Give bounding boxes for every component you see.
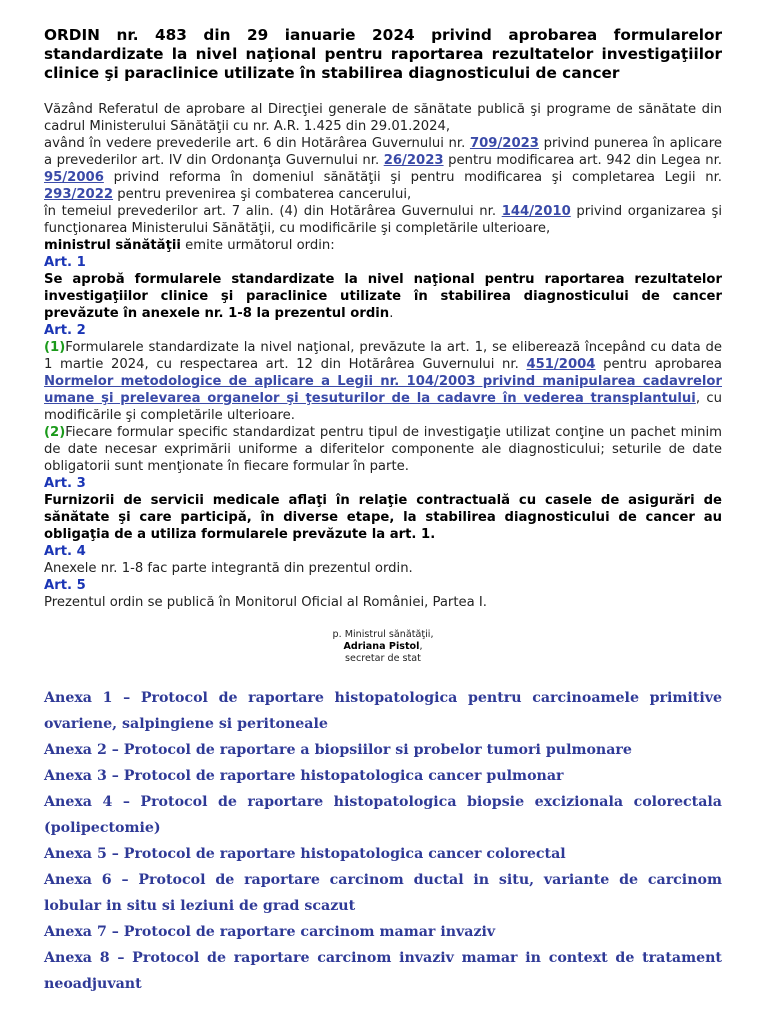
link-hg-451-2004[interactable]: 451/2004 — [526, 357, 596, 372]
text-fragment: Fiecare formular specific standardizat pentru tipul de investigaţie utilizat conţine un pachet minim de date necesar exprimării uniforme a diferitelor componente ale diagnosticului; seturile de date obligatorii sunt menţionate în fiecare formular în parte. — [44, 425, 722, 474]
article-1-heading: Art. 1 — [44, 255, 86, 270]
paragraph-number: (1) — [44, 340, 66, 355]
article-3-text: Furnizorii de servicii medicale aflaţi în relaţie contractuală cu casele de asigurări de sănătate şi care participă, în diverse etape, la stabilirea diagnosticului de cancer au obligaţia de a utiliza formularele prevăzute la art. 1. — [44, 493, 722, 542]
text-fragment: în temeiul prevederilor art. 7 alin. (4) din Hotărârea Guvernului nr. — [44, 204, 502, 219]
article-1-text — [44, 271, 722, 322]
annex-link-2[interactable]: Anexa 2 – Protocol de raportare a biopsiilor si probelor tumori pulmonare — [44, 742, 632, 758]
link-lege-293-2022[interactable]: 293/2022 — [44, 187, 114, 202]
annex-link-7[interactable]: Anexa 7 – Protocol de raportare carcinom mamar invaziv — [44, 924, 496, 940]
article-2-paragraph-2 — [44, 424, 722, 475]
article-2-heading: Art. 2 — [44, 323, 86, 338]
document-title: ORDIN nr. 483 din 29 ianuarie 2024 privind aprobarea formularelor standardizate la nivel naţional pentru raportarea rezultatelor investigaţiilor clinice şi paraclinice utilizate în stabilirea diagnosticului de cancer — [44, 26, 722, 82]
text-fragment: pentru modificarea art. 942 din Legea nr. — [443, 153, 722, 168]
preamble-temei — [44, 203, 722, 237]
emitent-label: ministrul sănătăţii — [44, 238, 181, 253]
article-2-paragraph-1 — [44, 339, 722, 424]
signature-block — [44, 629, 722, 665]
annex-link-5[interactable]: Anexa 5 – Protocol de raportare histopatologica cancer colorectal — [44, 846, 566, 862]
signatory-role: secretar de stat — [345, 653, 421, 664]
signature-line: p. Ministrul sănătăţii, — [332, 629, 434, 640]
preamble-referat: Văzând Referatul de aprobare al Direcţiei generale de sănătate publică şi programe de sănătate din cadrul Ministerului Sănătăţii cu nr. A.R. 1.425 din 29.01.2024, — [44, 102, 722, 134]
text-fragment: Formularele standardizate la nivel naţional, prevăzute la art. 1, se eliberează începând cu data de 1 martie 2024, cu respectarea art. 12 din Hotărârea Guvernului nr. — [44, 340, 722, 372]
link-hg-709-2023[interactable]: 709/2023 — [469, 136, 539, 151]
text-fragment: pentru aprobarea — [595, 357, 722, 372]
article-1-bold-text: Se aprobă formularele standardizate la nivel naţional pentru raportarea rezultatelor investigaţiilor clinice şi paraclinice utilizate în stabilirea diagnosticului de cancer prevăzute în anexele nr. 1-8 la prezentul ordin — [44, 272, 722, 321]
link-og-26-2023[interactable]: 26/2023 — [383, 153, 444, 168]
annex-link-8[interactable]: Anexa 8 – Protocol de raportare carcinom invaziv mamar in context de tratament neoadjuvant — [44, 950, 722, 992]
link-hg-144-2010[interactable]: 144/2010 — [501, 204, 571, 219]
annex-link-4[interactable]: Anexa 4 – Protocol de raportare histopatologica biopsie excizionala colorectala (polipectomie) — [44, 794, 722, 836]
preamble-avand — [44, 135, 722, 203]
text-fragment: privind punerea în aplicare a prevederilor art. IV din Ordonanţa Guvernului nr. — [44, 136, 723, 168]
text-fragment: , cu modificările şi completările ulterioare. — [44, 391, 722, 423]
annex-list — [44, 685, 722, 997]
text-fragment: , — [419, 641, 423, 652]
signatory-name: Adriana Pistol — [343, 641, 420, 652]
article-5-text: Prezentul ordin se publică în Monitorul Oficial al României, Partea I. — [44, 595, 487, 610]
paragraph-number: (2) — [44, 425, 66, 440]
document-body — [44, 101, 722, 611]
text-fragment: emite următorul ordin: — [180, 238, 335, 253]
text-fragment: privind reforma în domeniul sănătăţii şi pentru modificarea şi completarea Legii nr. — [103, 170, 722, 185]
annex-link-6[interactable]: Anexa 6 – Protocol de raportare carcinom ductal in situ, variante de carcinom lobular in situ si leziuni de grad scazut — [44, 872, 722, 914]
text-fragment: . — [389, 306, 394, 321]
annex-link-3[interactable]: Anexa 3 – Protocol de raportare histopatologica cancer pulmonar — [44, 768, 564, 784]
preamble-emitent — [44, 237, 722, 254]
article-4-heading: Art. 4 — [44, 544, 86, 559]
article-4-text: Anexele nr. 1-8 fac parte integrantă din prezentul ordin. — [44, 561, 413, 576]
link-norme-metodologice[interactable]: Normelor metodologice de aplicare a Legii nr. 104/2003 privind manipularea cadavrelor umane şi prelevarea organelor şi ţesuturilor de la cadavre în vederea transplantului — [44, 374, 722, 406]
document-page — [44, 26, 722, 997]
link-lege-95-2006[interactable]: 95/2006 — [44, 170, 104, 185]
article-5-heading: Art. 5 — [44, 578, 86, 593]
text-fragment: având în vedere prevederile art. 6 din Hotărârea Guvernului nr. — [44, 136, 470, 151]
text-fragment: privind organizarea şi funcţionarea Ministerului Sănătăţii, cu modificările şi completările ulterioare, — [44, 204, 723, 236]
signature-name-line — [44, 641, 722, 653]
text-fragment: pentru prevenirea şi combaterea cancerului, — [113, 187, 412, 202]
article-3-heading: Art. 3 — [44, 476, 86, 491]
annex-link-1[interactable]: Anexa 1 – Protocol de raportare histopatologica pentru carcinoamele primitive ovariene, salpingiene si peritoneale — [44, 690, 722, 732]
